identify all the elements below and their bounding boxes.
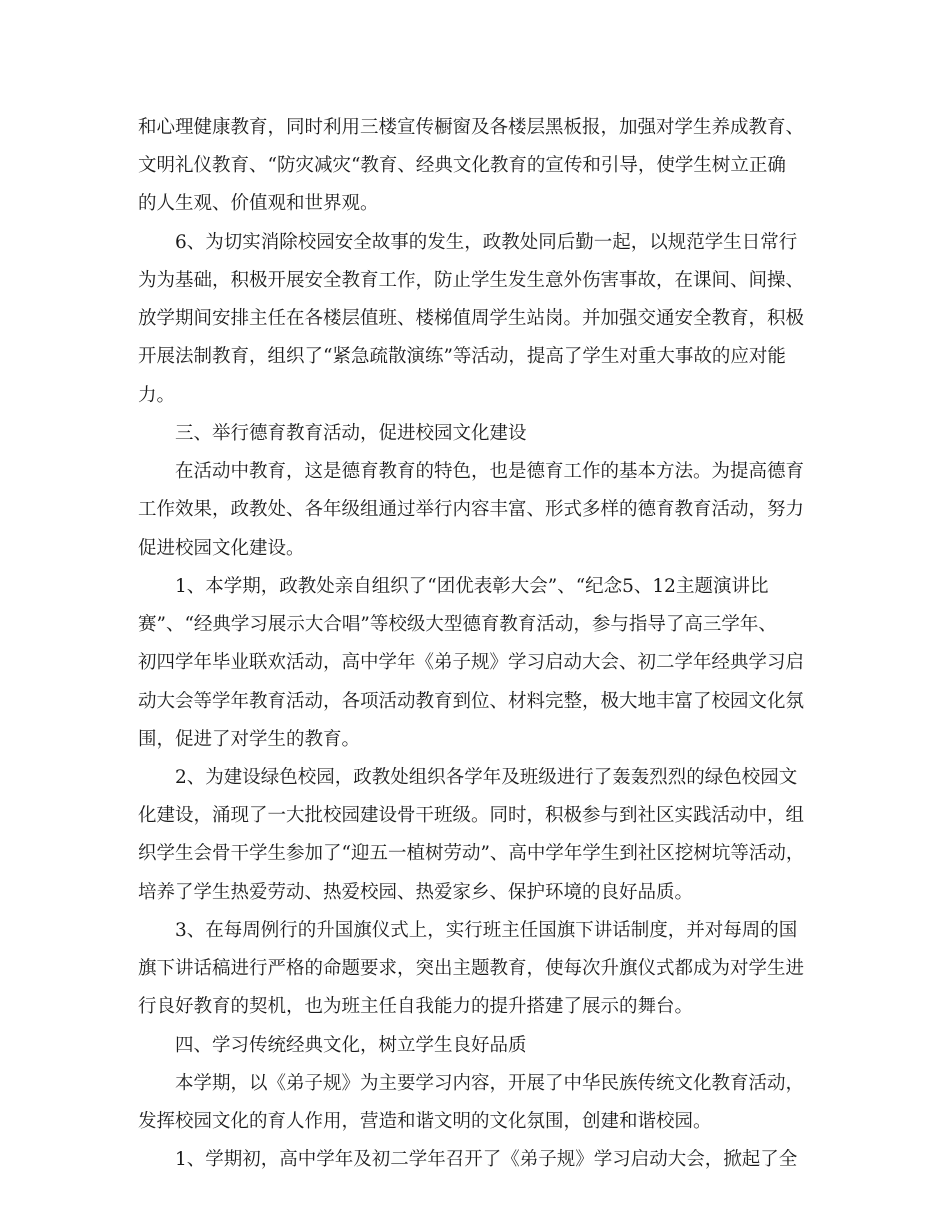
- text-line: 促进校园文化建设。: [138, 538, 305, 559]
- text-line: 1、学期初，高中学年及初二学年召开了《弟子规》学习启动大会，掀起了全: [175, 1149, 798, 1170]
- text-line: 本学期，以《弟子规》为主要学习内容，开展了中华民族传统文化教育活动，: [175, 1073, 805, 1094]
- text-line: 发挥校园文化的育人作用，营造和谐文明的文化氛围，创建和谐校园。: [138, 1111, 712, 1132]
- text-line: 动大会等学年教育活动，各项活动教育到位、材料完整，极大地丰富了校园文化氛: [138, 691, 805, 712]
- text-line: 行良好教育的契机，也为班主任自我能力的提升搭建了展示的舞台。: [138, 996, 694, 1017]
- text-line: 的人生观、价值观和世界观。: [138, 193, 379, 214]
- text-line: 放学期间安排主任在各楼层值班、楼梯值周学生站岗。并加强交通安全教育，积极: [138, 308, 805, 329]
- text-line: 6、为切实消除校园安全故事的发生，政教处同后勤一起，以规范学生日常行: [175, 232, 798, 253]
- text-line: 和心理健康教育，同时利用三楼宣传橱窗及各楼层黑板报，加强对学生养成教育、: [138, 117, 805, 138]
- text-line: 化建设，涌现了一大批校园建设骨干班级。同时，积极参与到社区实践活动中，组: [138, 805, 805, 826]
- text-line: 1、本学期，政教处亲自组织了“团优表彰大会”、“纪念5、12主题演讲比: [175, 576, 769, 597]
- text-line: 2、为建设绿色校园，政教处组织各学年及班级进行了轰轰烈烈的绿色校园文: [175, 767, 798, 788]
- section-heading: 三、举行德育教育活动，促进校园文化建设: [175, 423, 527, 444]
- text-line: 赛”、“经典学习展示大合唱”等校级大型德育教育活动，参与指导了高三学年、: [138, 614, 777, 635]
- text-line: 文明礼仪教育、“防灾减灾“教育、经典文化教育的宣传和引导，使学生树立正确: [138, 155, 786, 176]
- text-line: 在活动中教育，这是德育教育的特色，也是德育工作的基本方法。为提高德育: [175, 461, 805, 482]
- text-line: 初四学年毕业联欢活动，高中学年《弟子规》学习启动大会、初二学年经典学习启: [138, 652, 805, 673]
- text-line: 3、在每周例行的升国旗仪式上，实行班主任国旗下讲话制度，并对每周的国: [175, 920, 798, 941]
- text-line: 培养了学生热爱劳动、热爱校园、热爱家乡、保护环境的良好品质。: [138, 882, 694, 903]
- text-line: 开展法制教育，组织了“紧急疏散演练”等活动，提高了学生对重大事故的应对能: [138, 346, 786, 367]
- text-line: 为为基础，积极开展安全教育工作，防止学生发生意外伤害事故，在课间、间操、: [138, 270, 805, 291]
- section-heading: 四、学习传统经典文化，树立学生良好品质: [175, 1035, 527, 1056]
- text-line: 旗下讲话稿进行严格的命题要求，突出主题教育，使每次升旗仪式都成为对学生进: [138, 958, 805, 979]
- text-line: 力。: [138, 385, 176, 406]
- text-line: 织学生会骨干学生参加了“迎五一植树劳动”、高中学年学生到社区挖树坑等活动，: [138, 843, 805, 864]
- text-line: 工作效果，政教处、各年级组通过举行内容丰富、形式多样的德育教育活动，努力: [138, 499, 805, 520]
- text-line: 围，促进了对学生的教育。: [138, 729, 361, 750]
